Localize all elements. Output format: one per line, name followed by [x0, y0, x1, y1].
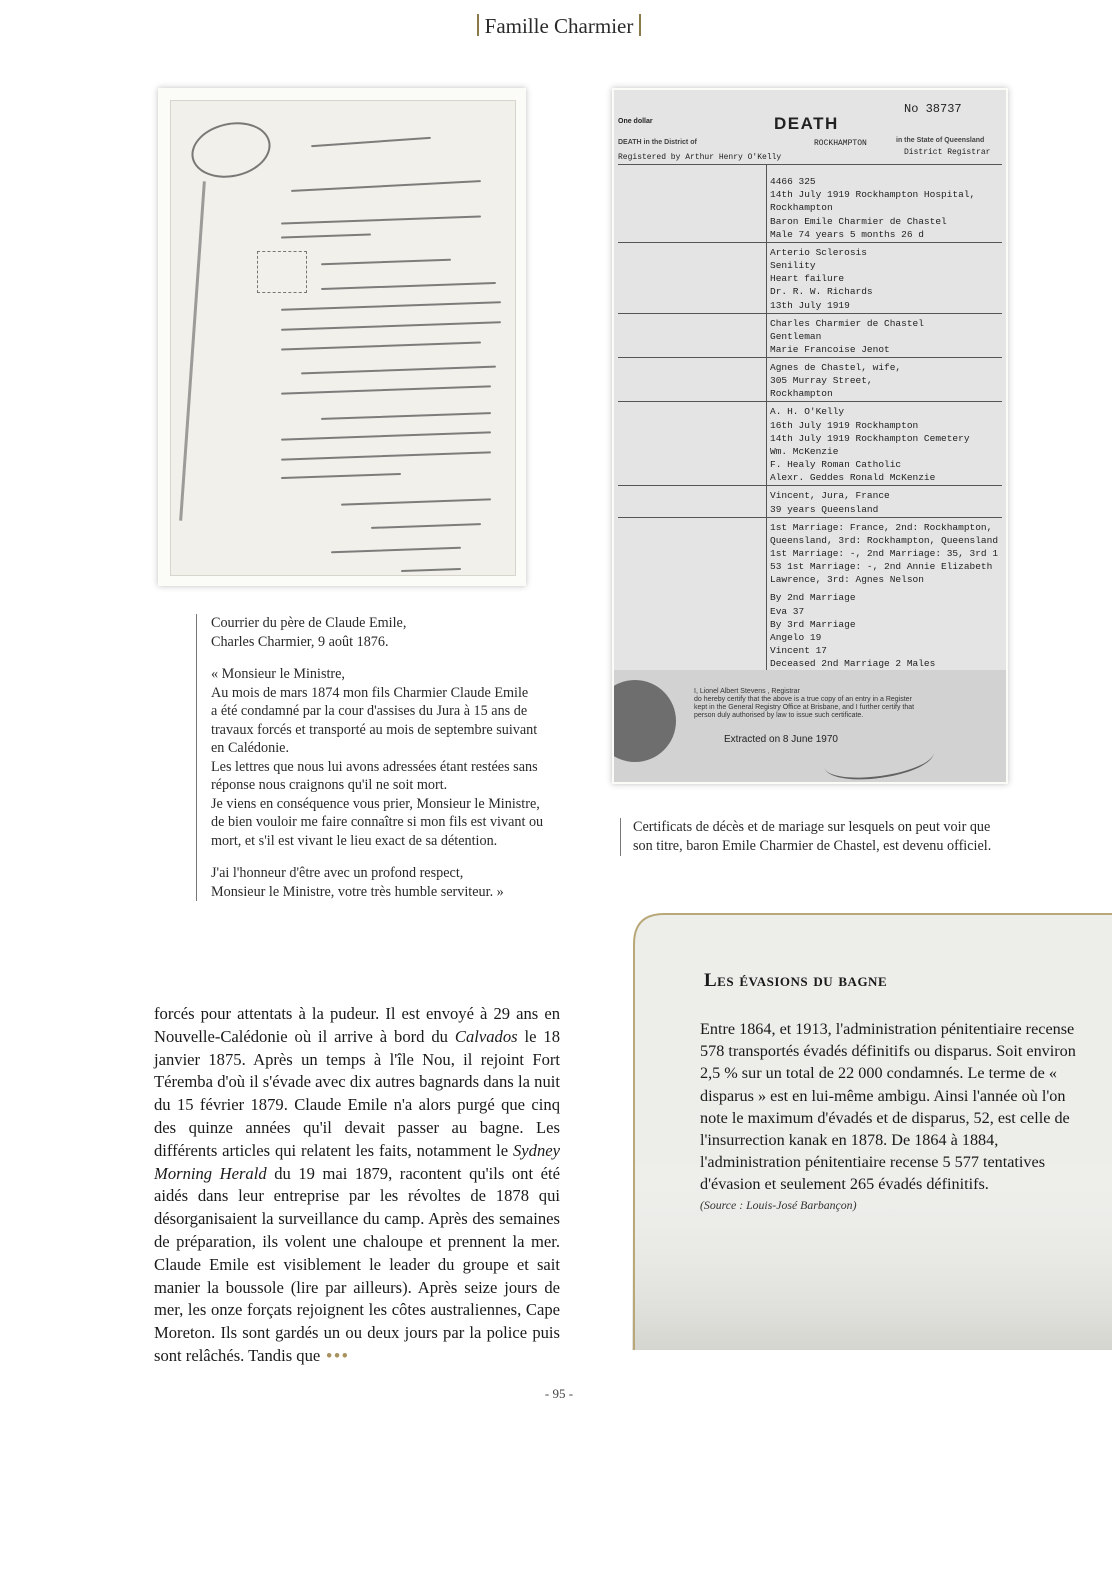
- certificate-entry: 14th July 1919 Rockhampton Cemetery: [770, 432, 970, 444]
- transcription-line: travaux forcés et transporté au mois de septembre suivant: [211, 721, 538, 738]
- body-paragraph: forcés pour attentats à la pudeur. Il est envoyé à 29 ans en Nouvelle-Calédonie où il arrive à bord du Calvados le 18 janvier 1875. Après un temps à l'île Nou, il rejoint Fort Téremba d'où il s'évade avec dix autres bagnards dans la nuit du 15 février 1879. Claude Emile n'a alors purgé que cinq des quinze années qu'il devait passer au bagne. Les différents articles qui relatent les faits, notamment le Sydney Morning Herald du 19 mai 1879, racontent qu'ils ont été aidés dans leur entreprise par les révoltes de 1878 qui désorganisaient la surveillance du camp. Après des semaines de préparation, ils volent une chaloupe et prennent la mer. Claude Emile est visiblement le leader du groupe et sait manier la boussole (lire par ailleurs). Après seize jours de mer, les onze forçats rejoignent les côtes australiennes, Cape Moreton. Ils sont gardés un ou deux jours par la police puis sont relâchés. Tandis que •••: [154, 1004, 560, 1365]
- certificate-entry: Lawrence, 3rd: Agnes Nelson: [770, 574, 924, 586]
- letter-closing: [211, 864, 581, 901]
- certificate-entry: Alexr. Geddes Ronald McKenzie: [770, 472, 936, 484]
- certificate-entry: Deceased 2nd Marriage 2 Males: [770, 658, 936, 670]
- transcription-line: Les lettres que nous lui avons adressées étant restées sans: [211, 758, 538, 775]
- certificate-entry: Gentleman: [770, 330, 822, 342]
- certificate-entry: 14th July 1919 Rockhampton Hospital,: [770, 189, 976, 201]
- handwritten-letter-image: [170, 100, 516, 576]
- certificate-entry: Male 74 years 5 months 26 d: [770, 228, 924, 240]
- certificate-entry: 13th July 1919: [770, 299, 850, 311]
- transcription-line: J'ai l'honneur d'être avec un profond respect,: [211, 865, 464, 881]
- certificate-district: ROCKHAMPTON: [814, 139, 867, 148]
- ministry-stamp: [186, 115, 275, 184]
- running-header: [0, 14, 1118, 39]
- certificate-extract-date: Extracted on 8 June 1970: [724, 734, 838, 745]
- certificate-entry: Charles Charmier de Chastel: [770, 317, 924, 329]
- sidebar-source: (Source : Louis-José Barbançon): [700, 1197, 857, 1212]
- sidebar-text: Entre 1864, et 1913, l'administration pénitentiaire recense 578 transportés évadés définitifs ou disparus. Soit environ 2,5 % sur un total de 22 000 condamnés. Le terme de « disparus » est en lui-même ambigu. Ainsi l'année où l'on note le maximum d'évadés et de disparus, 52, est celle de l'insurrection kanak en 1878. De 1864 à 1884, l'administration pénitentiaire recense 5 577 tentatives d'évasion et seulement 265 évadés définitifs.: [700, 1020, 1076, 1194]
- certificate-entry: By 2nd Marriage: [770, 592, 856, 604]
- article-body: [154, 1003, 560, 1368]
- certificate-entry: F. Healy Roman Catholic: [770, 459, 902, 471]
- transcription-line: en Calédonie.: [211, 740, 290, 756]
- transcription-line: a été condamné par la cour d'assises du Jura à 15 ans de: [211, 703, 528, 719]
- caption-line: son titre, baron Emile Charmier de Chastel, est devenu officiel.: [633, 838, 992, 854]
- certificate-entry: Wm. McKenzie: [770, 446, 839, 457]
- caption-line: Charles Charmier, 9 août 1876.: [211, 633, 389, 650]
- letter-photo: [158, 88, 526, 586]
- certificate-entry: Heart failure: [770, 273, 845, 285]
- transcription-line: de bien vouloir me faire connaître si mon fils est vivant ou: [211, 814, 544, 830]
- caption-line: Courrier du père de Claude Emile,: [211, 615, 407, 631]
- attestation-line: person duly authorised by law to issue such certificate.: [694, 712, 864, 719]
- certificate-entry: 305 Murray Street,: [770, 375, 873, 387]
- certificate-entry: Angelo 19: [770, 632, 822, 643]
- death-certificate-caption: [620, 818, 1023, 856]
- certificate-state-label: in the State of Queensland: [896, 137, 985, 144]
- letter-caption-title: [211, 614, 581, 651]
- attestation-line: do hereby certify that the above is a true copy of an entry in a Register: [694, 696, 912, 703]
- certificate-entry: 16th July 1919 Rockhampton: [770, 419, 919, 431]
- certificate-district-label: DEATH in the District of: [618, 139, 697, 146]
- certificate-entry: Senility: [770, 260, 816, 271]
- ship-name: Calvados: [454, 1026, 518, 1046]
- registration-box: [257, 251, 307, 293]
- newspaper-name: Sydney Morning Herald: [154, 1140, 560, 1183]
- attestation-line: kept in the General Registry Office at Brisbane, and I further certify that: [694, 704, 915, 711]
- death-certificate-photo: [612, 88, 1008, 784]
- transcription-line: mort, et s'il est vivant le lieu exact de sa détention.: [211, 832, 498, 849]
- certificate-entry: Agnes de Chastel, wife,: [770, 362, 902, 373]
- attestation-line: I, Lionel Albert Stevens , Registrar: [694, 688, 800, 695]
- sidebar-title: Les évasions du bagne: [704, 970, 888, 991]
- certificate-entry: By 3rd Marriage: [770, 618, 856, 630]
- death-certificate-image: [614, 90, 1006, 782]
- certificate-entry: Marie Francoise Jenot: [770, 344, 890, 355]
- transcription-line: Au mois de mars 1874 mon fils Charmier Claude Emile: [211, 684, 529, 701]
- letter-transcription: [211, 665, 581, 850]
- continuation-dots: •••: [326, 1345, 350, 1365]
- certificate-number: No 38737: [904, 102, 962, 116]
- header-right-rule: [639, 14, 641, 36]
- letter-caption: [196, 614, 581, 901]
- page-number: - 95 -: [544, 1386, 574, 1401]
- certificate-entry: Queensland, 3rd: Rockhampton, Queensland: [770, 534, 999, 546]
- certificate-title: DEATH: [774, 114, 839, 133]
- certificate-entry: Baron Emile Charmier de Chastel: [770, 215, 947, 227]
- certificate-entry: Rockhampton: [770, 202, 833, 214]
- caption-line: Certificats de décès et de mariage sur lesquels on peut voir que: [633, 819, 991, 835]
- certificate-entry: Vincent 17: [770, 645, 828, 657]
- certificate-entry: 53 1st Marriage: -, 2nd Annie Elizabeth: [770, 561, 993, 573]
- header-left-rule: [477, 14, 479, 36]
- certificate-entry: 1st Marriage: France, 2nd: Rockhampton,: [770, 521, 993, 533]
- certificate-entry: Rockhampton: [770, 388, 833, 400]
- sidebar-box: [632, 910, 1112, 1350]
- certificate-registered-by: Registered by Arthur Henry O'Kelly: [618, 153, 782, 162]
- certificate-fee: One dollar: [618, 118, 653, 125]
- certificate-registrar-label: District Registrar: [904, 148, 991, 157]
- certificate-entry: 1st Marriage: -, 2nd Marriage: 35, 3rd 1: [770, 548, 999, 559]
- certificate-entry: Dr. R. W. Richards: [770, 286, 873, 298]
- transcription-line: Je viens en conséquence vous prier, Monsieur le Ministre,: [211, 795, 540, 812]
- transcription-line: réponse nous craignons qu'il ne soit mort.: [211, 777, 448, 793]
- certificate-entry: 4466 325: [770, 176, 816, 187]
- certificate-attestation: [694, 688, 994, 720]
- certificate-entry: 39 years Queensland: [770, 503, 879, 515]
- certificate-entry: A. H. O'Kelly: [770, 406, 845, 418]
- transcription-line: « Monsieur le Ministre,: [211, 666, 345, 682]
- margin-annotation: [179, 181, 206, 520]
- certificate-entry: Eva 37: [770, 605, 805, 617]
- transcription-line: Monsieur le Ministre, votre très humble serviteur. »: [211, 883, 504, 900]
- certificate-entry: Vincent, Jura, France: [770, 490, 890, 502]
- header-title: Famille Charmier: [484, 14, 634, 38]
- certificate-entry: Arterio Sclerosis: [770, 246, 867, 258]
